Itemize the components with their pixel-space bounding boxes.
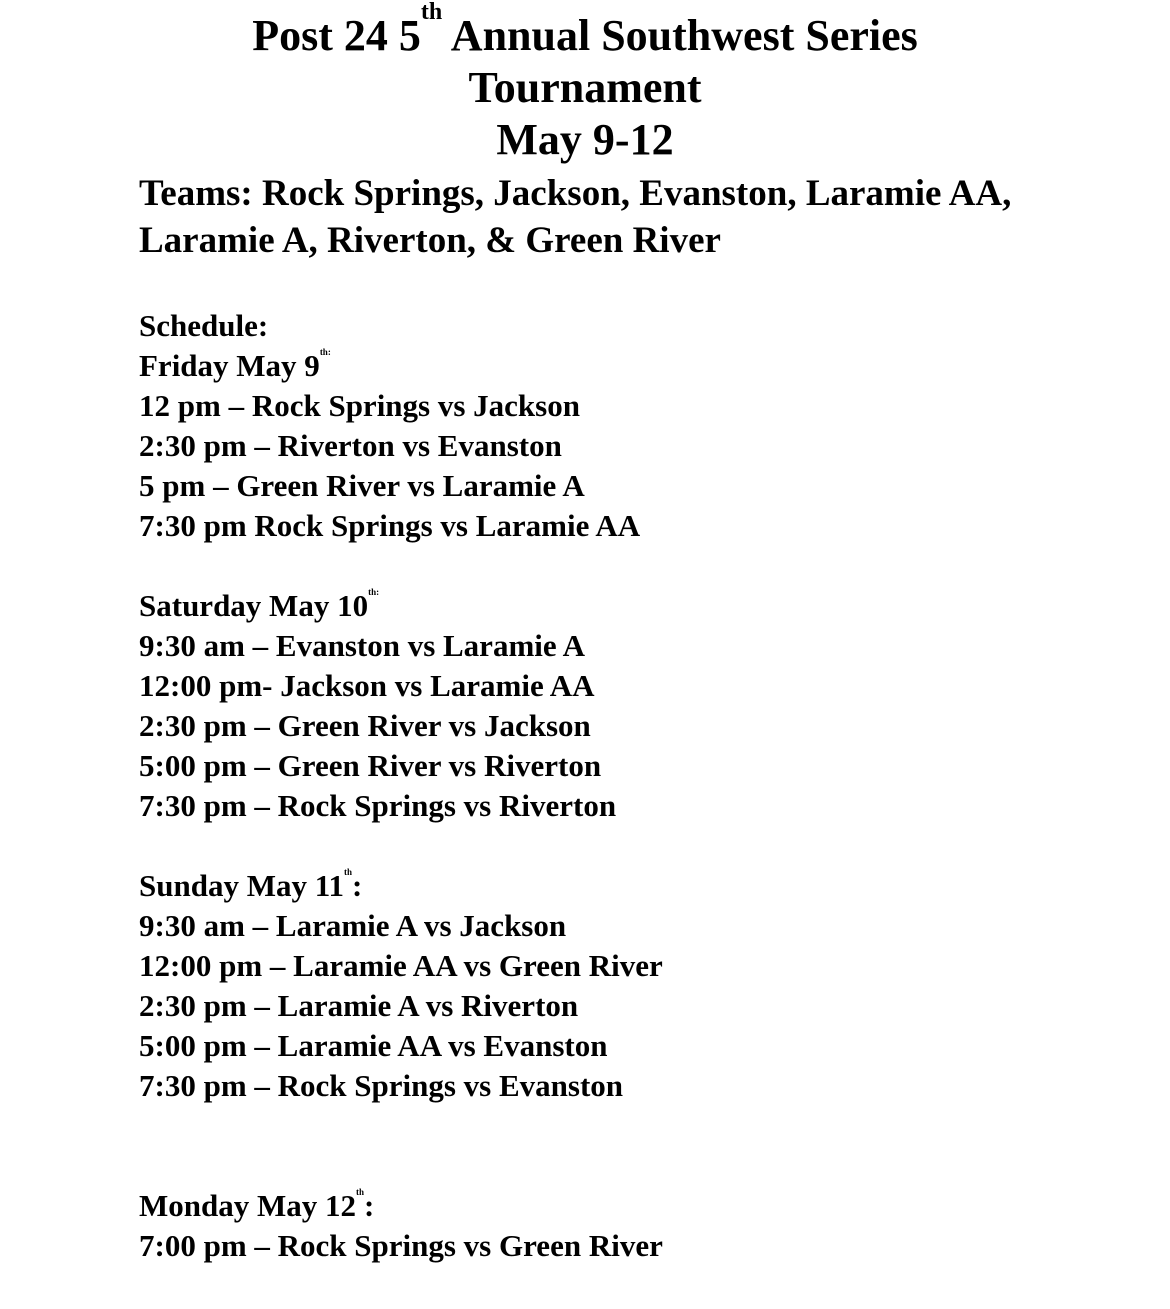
day-ordinal-suffix: th — [356, 1187, 365, 1197]
day-heading — [139, 1186, 1039, 1226]
day-heading-text: Saturday May 10 — [139, 588, 369, 623]
game-line: 2:30 pm – Green River vs Jackson — [139, 708, 591, 743]
day-heading-text: Monday May 12 — [139, 1188, 356, 1223]
day-heading-text: Sunday May 11 — [139, 868, 345, 903]
title-line-2: Tournament — [468, 63, 702, 112]
game-line: 12:00 pm- Jackson vs Laramie AA — [139, 668, 595, 703]
day-heading-colon: : — [352, 868, 363, 903]
spacer — [139, 826, 1039, 866]
game-line: 9:30 am – Evanston vs Laramie A — [139, 628, 586, 663]
game-line: 7:30 pm Rock Springs vs Laramie AA — [139, 508, 641, 543]
day-heading-text: Friday May 9 — [139, 348, 320, 383]
teams-list: Teams: Rock Springs, Jackson, Evanston, Laramie AA, Laramie A, Riverton, & Green River — [139, 173, 1012, 261]
game-line: 12 pm – Rock Springs vs Jackson — [139, 388, 580, 423]
title-line-3: May 9-12 — [496, 115, 674, 164]
day-friday — [139, 346, 1039, 546]
day-heading-colon: : — [364, 1188, 375, 1223]
schedule-section — [139, 306, 1039, 1266]
day-saturday — [139, 586, 1039, 826]
title-line-1 — [0, 0, 1170, 62]
day-heading — [139, 346, 1039, 386]
title-line-1-text: Post 24 5 — [252, 11, 421, 60]
game-line: 7:00 pm – Rock Springs vs Green River — [139, 1228, 663, 1263]
game-line: 2:30 pm – Riverton vs Evanston — [139, 428, 562, 463]
day-ordinal-suffix: th: — [319, 347, 331, 357]
game-line: 9:30 am – Laramie A vs Jackson — [139, 908, 567, 943]
day-ordinal-suffix: th: — [368, 587, 380, 597]
title-line-1-rest: Annual Southwest Series — [442, 11, 918, 60]
title-ordinal-suffix: th — [420, 0, 443, 25]
spacer — [139, 546, 1039, 586]
day-sunday — [139, 866, 1039, 1106]
day-heading — [139, 586, 1039, 626]
game-line: 5:00 pm – Green River vs Riverton — [139, 748, 602, 783]
game-line: 7:30 pm – Rock Springs vs Evanston — [139, 1068, 624, 1103]
game-line: 12:00 pm – Laramie AA vs Green River — [139, 948, 663, 983]
game-line: 5:00 pm – Laramie AA vs Evanston — [139, 1028, 608, 1063]
game-line: 2:30 pm – Laramie A vs Riverton — [139, 988, 579, 1023]
game-line: 7:30 pm – Rock Springs vs Riverton — [139, 788, 617, 823]
schedule-heading: Schedule: — [139, 308, 269, 343]
day-monday — [139, 1186, 1039, 1266]
day-ordinal-suffix: th — [344, 867, 353, 877]
day-heading — [139, 866, 1039, 906]
game-line: 5 pm – Green River vs Laramie A — [139, 468, 585, 503]
document-title — [0, 0, 1170, 166]
spacer — [139, 1106, 1039, 1186]
